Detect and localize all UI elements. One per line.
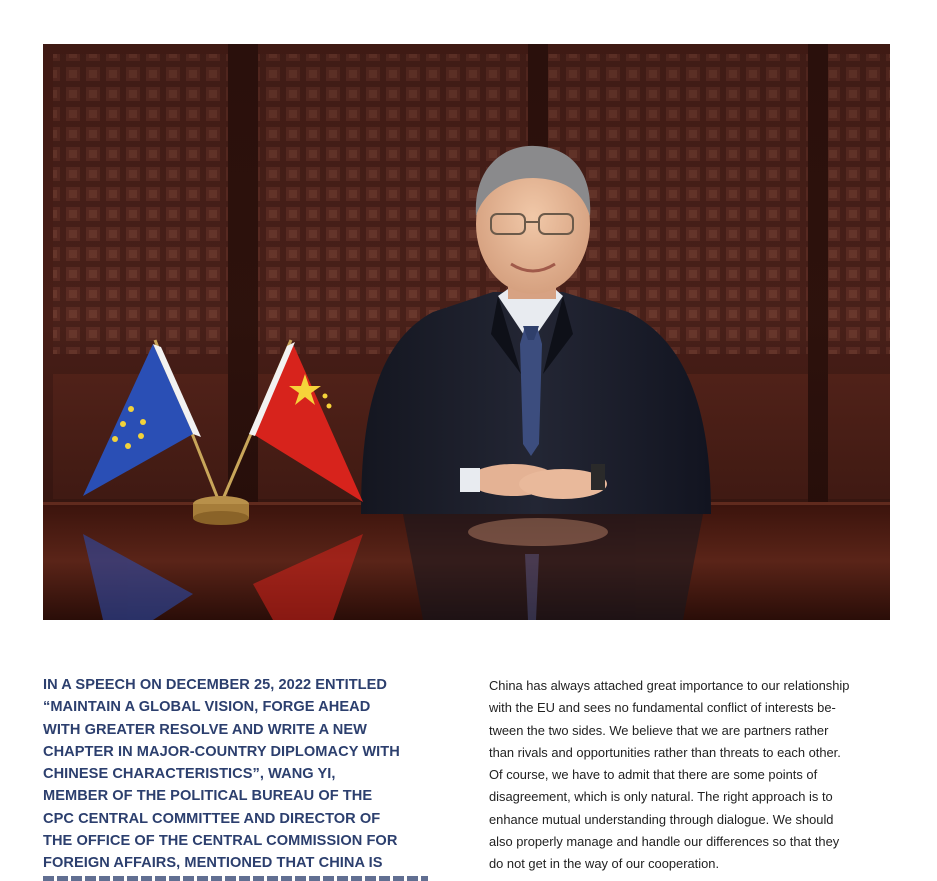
lead-line: MEMBER OF THE POLITICAL BUREAU OF THE (43, 788, 373, 805)
lead-line: THE OFFICE OF THE CENTRAL COMMISSION FOR (43, 833, 398, 850)
portrait-photo-illustration (43, 44, 890, 620)
lead-line: CPC CENTRAL COMMITTEE AND DIRECTOR OF (43, 810, 381, 827)
lead-line: WITH GREATER RESOLVE AND WRITE A NEW (43, 721, 367, 738)
body-paragraph (489, 675, 889, 876)
lead-line: IN A SPEECH ON DECEMBER 25, 2022 ENTITLED (43, 677, 387, 693)
lead-line: “MAINTAIN A GLOBAL VISION, FORGE AHEAD (43, 699, 371, 716)
body-line: tween the two sides. We believe that we are partners rather (489, 722, 829, 738)
body-line: than rivals and opportunities rather than threats to each other. (489, 744, 841, 760)
body-line: China has always attached great importance to our relationship (489, 678, 850, 693)
lead-continuation-cutoff (43, 876, 428, 881)
lead-paragraph (43, 674, 458, 875)
body-line: disagreement, which is only natural. The right approach is to (489, 789, 833, 805)
body-line: also properly manage and handle our differences so that they (489, 834, 840, 850)
body-line: Of course, we have to admit that there are some points of (489, 767, 818, 783)
lead-line: CHAPTER IN MAJOR-COUNTRY DIPLOMACY WITH (43, 743, 400, 760)
body-line: do not get in the way of our cooperation. (489, 856, 720, 872)
body-line: with the EU and sees no fundamental conflict of interests be- (489, 700, 836, 716)
body-line: enhance mutual understanding through dialogue. We should (489, 811, 834, 827)
lead-line: CHINESE CHARACTERISTICS”, WANG YI, (43, 766, 336, 783)
lead-line: FOREIGN AFFAIRS, MENTIONED THAT CHINA IS (43, 855, 383, 872)
article-photo (43, 44, 890, 620)
